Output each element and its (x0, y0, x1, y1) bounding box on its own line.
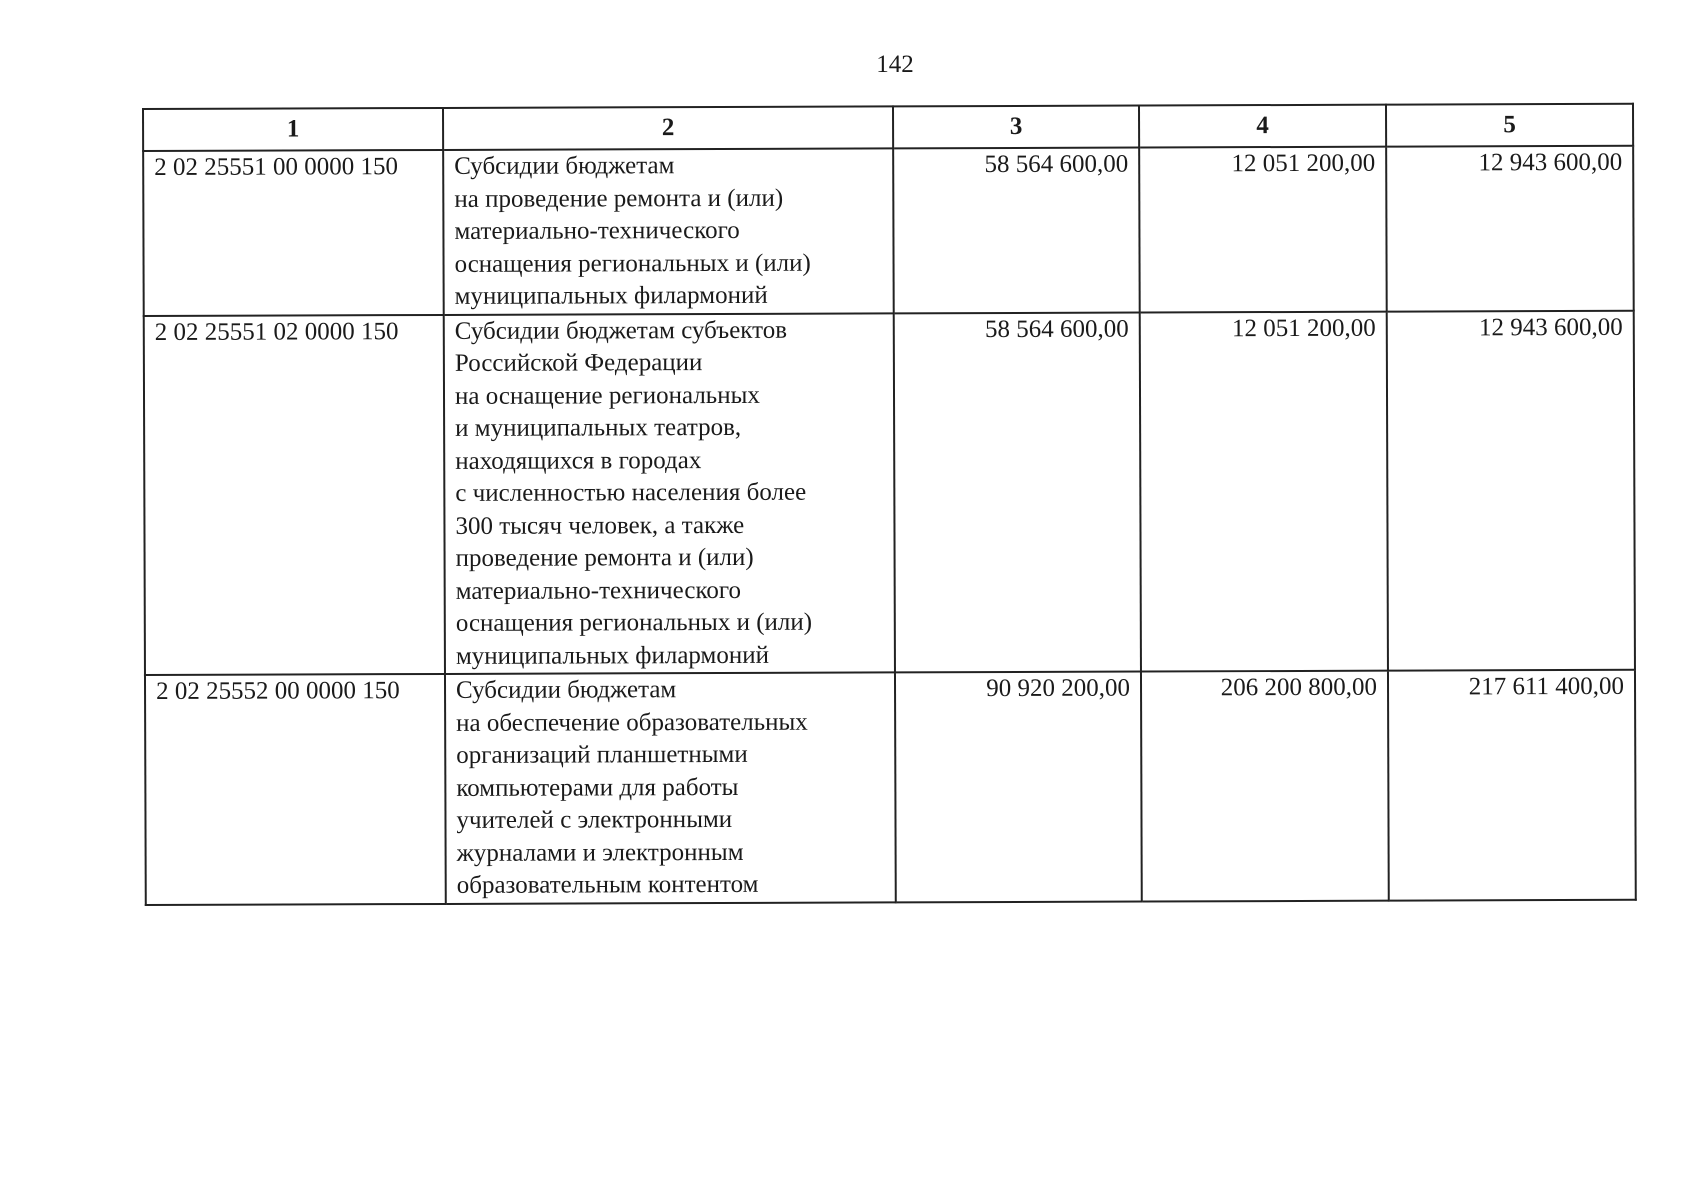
column-header-1: 1 (143, 108, 443, 151)
description-line: Субсидии бюджетам субъектов (454, 316, 788, 345)
description-line: учителей с электронными (456, 805, 733, 834)
header-row (143, 104, 1633, 151)
description-line: образовательным контентом (456, 870, 759, 899)
budget-table (142, 103, 1637, 906)
description-line: материально-технического (455, 576, 741, 605)
description-line: проведение ремонта и (или) (455, 543, 754, 572)
amount-col5-cell: 217 611 400,00 (1388, 670, 1636, 900)
description-line: и муниципальных театров, (455, 413, 742, 442)
description-line: оснащения региональных и (или) (454, 249, 811, 278)
amount-col3-cell: 58 564 600,00 (893, 148, 1140, 313)
description-line: на обеспечение образовательных (456, 708, 808, 737)
description-line: 300 тысяч человек, а также (455, 511, 745, 540)
page-number: 142 (876, 51, 914, 78)
description-line: на проведение ремонта и (или) (454, 184, 784, 213)
amount-col3-cell: 90 920 200,00 (895, 672, 1142, 902)
amount-col4-cell: 12 051 200,00 (1140, 311, 1388, 671)
amount-col5-cell: 12 943 600,00 (1386, 146, 1634, 311)
column-header-5: 5 (1386, 104, 1633, 147)
amount-col3-cell: 58 564 600,00 (894, 312, 1141, 672)
description-line: муниципальных филармоний (454, 281, 768, 310)
description-line: оснащения региональных и (или) (455, 608, 813, 637)
description-cell (445, 672, 896, 903)
amount-col4-cell: 206 200 800,00 (1141, 671, 1389, 901)
description-line: Субсидии бюджетам (454, 152, 675, 180)
table-row (143, 146, 1634, 316)
budget-code-cell: 2 02 25551 00 0000 150 (143, 150, 444, 316)
column-header-2: 2 (443, 106, 893, 150)
description-line: Субсидии бюджетам (455, 676, 677, 704)
budget-code-cell: 2 02 25552 00 0000 150 (145, 674, 446, 905)
description-line: муниципальных филармоний (455, 641, 770, 670)
table-row (145, 670, 1636, 905)
description-line: находящихся в городах (455, 446, 702, 475)
description-line: компьютерами для работы (456, 773, 739, 802)
column-header-3: 3 (893, 106, 1139, 149)
budget-code-cell: 2 02 25551 02 0000 150 (144, 314, 445, 675)
description-line: с численностью населения более (455, 478, 807, 507)
column-header-4: 4 (1139, 105, 1386, 148)
description-cell (444, 313, 895, 674)
description-cell (443, 148, 894, 314)
amount-col4-cell: 12 051 200,00 (1139, 147, 1387, 312)
description-line: материально-технического (454, 216, 740, 245)
description-line: на оснащение региональных (454, 381, 760, 410)
amount-col5-cell: 12 943 600,00 (1387, 310, 1635, 670)
description-line: Российской Федерации (454, 349, 703, 377)
description-line: журналами и электронным (456, 838, 744, 867)
description-line: организаций планшетными (456, 740, 748, 769)
table-row (144, 310, 1635, 675)
